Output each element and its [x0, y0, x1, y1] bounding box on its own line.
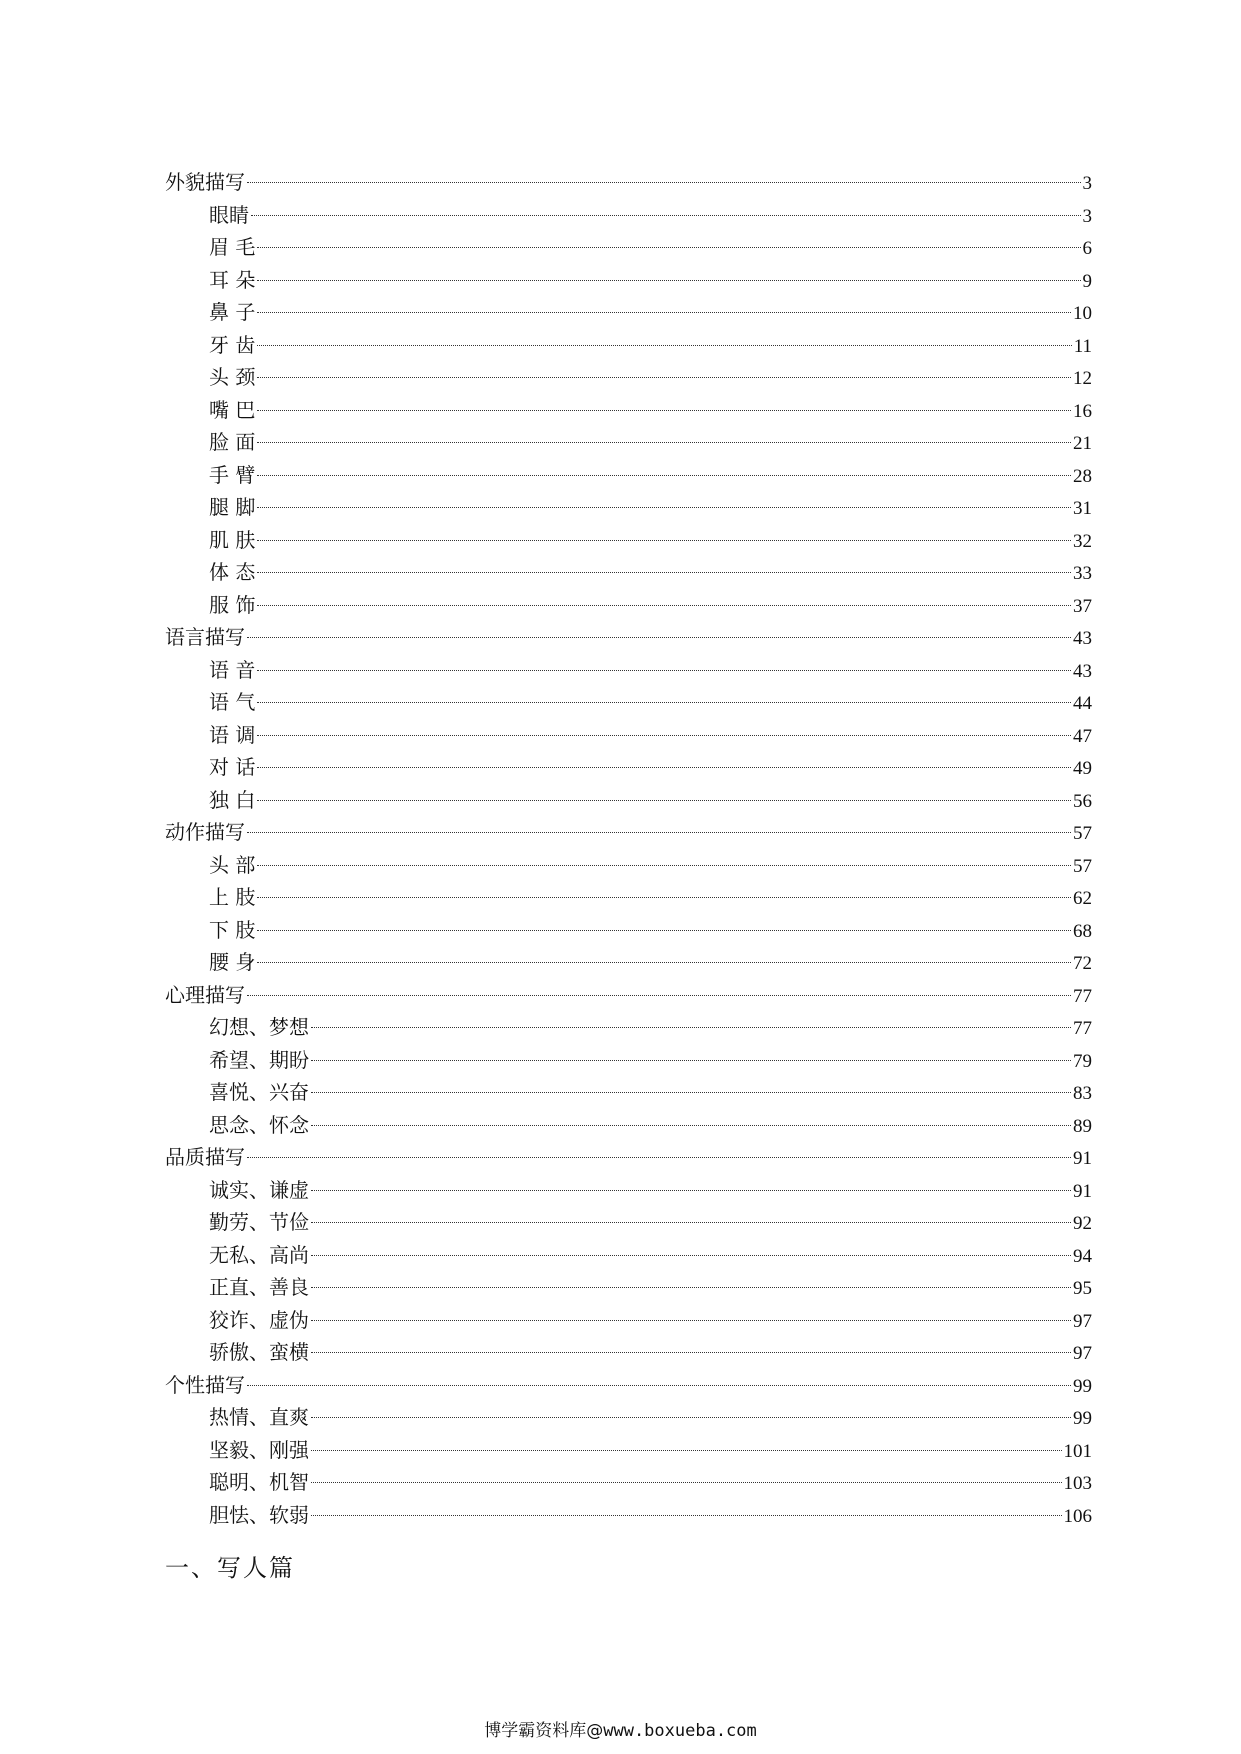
- toc-page-number: 33: [1073, 563, 1092, 584]
- toc-dot-leader: [257, 312, 1071, 313]
- toc-entry-label: 体 态: [209, 560, 256, 584]
- footer-site: www.boxueba.com: [603, 1721, 757, 1741]
- toc-entry[interactable]: [165, 524, 1092, 557]
- toc-page-number: 97: [1073, 1343, 1092, 1364]
- toc-entry[interactable]: [165, 946, 1092, 979]
- toc-entry-label: 热情、直爽: [209, 1405, 309, 1429]
- toc-entry-label: 语言描写: [165, 625, 245, 649]
- toc-entry[interactable]: [165, 1434, 1092, 1467]
- toc-page-number: 72: [1073, 953, 1092, 974]
- toc-entry-label: 动作描写: [165, 820, 245, 844]
- footer-prefix: 博学霸资料库@: [484, 1721, 604, 1741]
- toc-dot-leader: [257, 605, 1071, 606]
- toc-entry[interactable]: [165, 1076, 1092, 1109]
- toc-dot-leader: [257, 410, 1071, 411]
- toc-page-number: 28: [1073, 465, 1092, 487]
- toc-entry-label: 幻想、梦想: [209, 1015, 309, 1039]
- toc-entry[interactable]: [165, 1174, 1092, 1207]
- toc-page-number: 10: [1073, 303, 1092, 324]
- toc-entry[interactable]: [165, 199, 1092, 232]
- table-of-contents: [165, 166, 1092, 1531]
- toc-dot-leader: [311, 1255, 1071, 1256]
- toc-dot-leader: [257, 962, 1071, 963]
- toc-entry-label: 坚毅、刚强: [209, 1437, 309, 1462]
- toc-page-number: 77: [1073, 985, 1092, 1007]
- toc-chapter[interactable]: [165, 1369, 1092, 1402]
- toc-entry-label: 品质描写: [165, 1145, 245, 1169]
- toc-page-number: 103: [1063, 1473, 1092, 1494]
- toc-dot-leader: [311, 1092, 1071, 1093]
- toc-dot-leader: [257, 280, 1080, 281]
- toc-entry[interactable]: [165, 426, 1092, 459]
- toc-dot-leader: [257, 540, 1071, 541]
- toc-dot-leader: [311, 1320, 1071, 1321]
- toc-dot-leader: [311, 1417, 1071, 1418]
- toc-page-number: 43: [1073, 628, 1092, 649]
- toc-page-number: 9: [1082, 270, 1092, 292]
- toc-dot-leader: [247, 182, 1081, 183]
- toc-entry-label: 腰 身: [209, 950, 256, 974]
- toc-page-number: 3: [1082, 173, 1092, 194]
- toc-entry-label: 语 音: [209, 657, 256, 682]
- toc-dot-leader: [257, 247, 1080, 248]
- toc-dot-leader: [257, 735, 1071, 736]
- toc-entry-label: 鼻 子: [209, 300, 256, 324]
- toc-entry-label: 脸 面: [209, 430, 256, 454]
- toc-chapter[interactable]: [165, 1141, 1092, 1174]
- toc-entry[interactable]: [165, 1499, 1092, 1532]
- toc-entry-label: 独 白: [209, 787, 256, 812]
- toc-entry[interactable]: [165, 1206, 1092, 1239]
- toc-entry-label: 对 话: [209, 755, 256, 779]
- toc-entry-label: 手 臂: [209, 462, 256, 487]
- toc-page-number: 56: [1073, 790, 1092, 812]
- toc-entry-label: 无私、高尚: [209, 1242, 309, 1267]
- toc-entry-label: 语 调: [209, 722, 256, 747]
- toc-dot-leader: [247, 832, 1071, 833]
- toc-dot-leader: [257, 702, 1071, 703]
- toc-entry-label: 嘴 巴: [209, 397, 256, 422]
- toc-dot-leader: [311, 1450, 1062, 1451]
- toc-dot-leader: [311, 1287, 1071, 1288]
- toc-page-number: 92: [1073, 1213, 1092, 1234]
- toc-dot-leader: [257, 377, 1071, 378]
- toc-entry[interactable]: [165, 329, 1092, 362]
- toc-dot-leader: [311, 1027, 1071, 1028]
- toc-page-number: 62: [1073, 888, 1092, 909]
- toc-page-number: 21: [1073, 433, 1092, 454]
- toc-entry-label: 服 饰: [209, 592, 256, 617]
- toc-page-number: 3: [1082, 205, 1092, 227]
- toc-entry-label: 外貌描写: [165, 170, 245, 194]
- toc-entry[interactable]: [165, 264, 1092, 297]
- toc-chapter[interactable]: [165, 816, 1092, 849]
- toc-page-number: 47: [1073, 725, 1092, 747]
- toc-entry[interactable]: [165, 1336, 1092, 1369]
- toc-page-number: 106: [1063, 1505, 1092, 1527]
- toc-entry-label: 狡诈、虚伪: [209, 1307, 309, 1332]
- toc-entry-label: 眉 毛: [209, 235, 256, 259]
- toc-entry[interactable]: [165, 556, 1092, 589]
- toc-dot-leader: [311, 1125, 1071, 1126]
- toc-chapter[interactable]: [165, 979, 1092, 1012]
- toc-entry-label: 胆怯、软弱: [209, 1502, 309, 1527]
- toc-dot-leader: [257, 670, 1071, 671]
- toc-dot-leader: [257, 930, 1071, 931]
- toc-page-number: 37: [1073, 595, 1092, 617]
- toc-dot-leader: [257, 800, 1071, 801]
- toc-page-number: 43: [1073, 660, 1092, 682]
- toc-entry-label: 正直、善良: [209, 1275, 309, 1299]
- toc-entry[interactable]: [165, 719, 1092, 752]
- toc-dot-leader: [257, 507, 1071, 508]
- toc-dot-leader: [257, 475, 1071, 476]
- toc-entry-label: 聪明、机智: [209, 1470, 309, 1494]
- toc-entry[interactable]: [165, 1466, 1092, 1499]
- toc-entry[interactable]: [165, 361, 1092, 394]
- toc-page-number: 68: [1073, 920, 1092, 942]
- toc-dot-leader: [311, 1482, 1062, 1483]
- toc-dot-leader: [257, 767, 1071, 768]
- toc-entry-label: 诚实、谦虚: [209, 1177, 309, 1202]
- toc-page-number: 49: [1073, 758, 1092, 779]
- toc-page-number: 99: [1073, 1375, 1092, 1397]
- toc-entry[interactable]: [165, 1401, 1092, 1434]
- toc-dot-leader: [311, 1190, 1071, 1191]
- toc-page-number: 12: [1073, 368, 1092, 389]
- toc-dot-leader: [257, 442, 1071, 443]
- toc-entry-label: 喜悦、兴奋: [209, 1080, 309, 1104]
- toc-entry[interactable]: [165, 589, 1092, 622]
- toc-entry[interactable]: [165, 1271, 1092, 1304]
- toc-entry-label: 心理描写: [165, 982, 245, 1007]
- toc-page-number: 32: [1073, 530, 1092, 552]
- toc-entry[interactable]: [165, 231, 1092, 264]
- toc-entry[interactable]: [165, 914, 1092, 947]
- toc-page-number: 44: [1073, 693, 1092, 714]
- toc-entry[interactable]: [165, 459, 1092, 492]
- toc-entry-label: 下 肢: [209, 917, 256, 942]
- toc-entry[interactable]: [165, 1109, 1092, 1142]
- toc-page-number: 6: [1082, 238, 1092, 259]
- toc-entry-label: 头 颈: [209, 365, 256, 389]
- toc-page-number: 99: [1073, 1408, 1092, 1429]
- toc-entry-label: 上 肢: [209, 885, 256, 909]
- toc-dot-leader: [311, 1515, 1062, 1516]
- toc-entry-label: 语 气: [209, 690, 256, 714]
- page-footer: [0, 1716, 1241, 1741]
- toc-entry-label: 头 部: [209, 852, 256, 877]
- toc-page-number: 94: [1073, 1245, 1092, 1267]
- toc-entry[interactable]: [165, 849, 1092, 882]
- toc-dot-leader: [257, 345, 1071, 346]
- toc-dot-leader: [257, 865, 1071, 866]
- toc-page-number: 83: [1073, 1083, 1092, 1104]
- toc-entry[interactable]: [165, 394, 1092, 427]
- toc-page-number: 77: [1073, 1018, 1092, 1039]
- toc-page-number: 79: [1073, 1050, 1092, 1072]
- toc-dot-leader: [311, 1222, 1071, 1223]
- toc-page-number: 101: [1063, 1440, 1092, 1462]
- toc-dot-leader: [257, 572, 1071, 573]
- toc-entry-label: 个性描写: [165, 1372, 245, 1397]
- toc-entry-label: 勤劳、节俭: [209, 1210, 309, 1234]
- toc-entry[interactable]: [165, 1044, 1092, 1077]
- toc-page-number: 11: [1073, 335, 1092, 357]
- toc-entry-label: 骄傲、蛮横: [209, 1340, 309, 1364]
- toc-entry-label: 思念、怀念: [209, 1112, 309, 1137]
- toc-entry[interactable]: [165, 686, 1092, 719]
- toc-chapter[interactable]: [165, 621, 1092, 654]
- toc-entry[interactable]: [165, 654, 1092, 687]
- toc-dot-leader: [247, 995, 1071, 996]
- toc-entry[interactable]: [165, 1304, 1092, 1337]
- toc-entry[interactable]: [165, 296, 1092, 329]
- toc-entry-label: 希望、期盼: [209, 1047, 309, 1072]
- toc-dot-leader: [311, 1060, 1071, 1061]
- toc-entry-label: 眼睛: [209, 202, 249, 227]
- toc-dot-leader: [311, 1352, 1071, 1353]
- toc-page-number: 91: [1073, 1180, 1092, 1202]
- toc-entry[interactable]: [165, 784, 1092, 817]
- toc-entry-label: 肌 肤: [209, 527, 256, 552]
- toc-entry-label: 耳 朵: [209, 267, 256, 292]
- toc-entry[interactable]: [165, 491, 1092, 524]
- section-heading: 一、写人篇: [165, 1554, 295, 1582]
- toc-entry-label: 牙 齿: [209, 332, 256, 357]
- toc-dot-leader: [247, 1157, 1071, 1158]
- toc-page-number: 97: [1073, 1310, 1092, 1332]
- toc-page-number: 89: [1073, 1115, 1092, 1137]
- toc-page-number: 57: [1073, 823, 1092, 844]
- toc-page-number: 95: [1073, 1278, 1092, 1299]
- toc-entry-label: 腿 脚: [209, 495, 256, 519]
- toc-entry[interactable]: [165, 751, 1092, 784]
- toc-dot-leader: [247, 637, 1071, 638]
- toc-entry[interactable]: [165, 881, 1092, 914]
- toc-chapter[interactable]: [165, 166, 1092, 199]
- toc-entry[interactable]: [165, 1011, 1092, 1044]
- toc-page-number: 91: [1073, 1148, 1092, 1169]
- toc-entry[interactable]: [165, 1239, 1092, 1272]
- toc-page-number: 57: [1073, 855, 1092, 877]
- toc-dot-leader: [247, 1385, 1071, 1386]
- toc-dot-leader: [251, 215, 1081, 216]
- toc-dot-leader: [257, 897, 1071, 898]
- toc-page-number: 16: [1073, 400, 1092, 422]
- toc-page-number: 31: [1073, 498, 1092, 519]
